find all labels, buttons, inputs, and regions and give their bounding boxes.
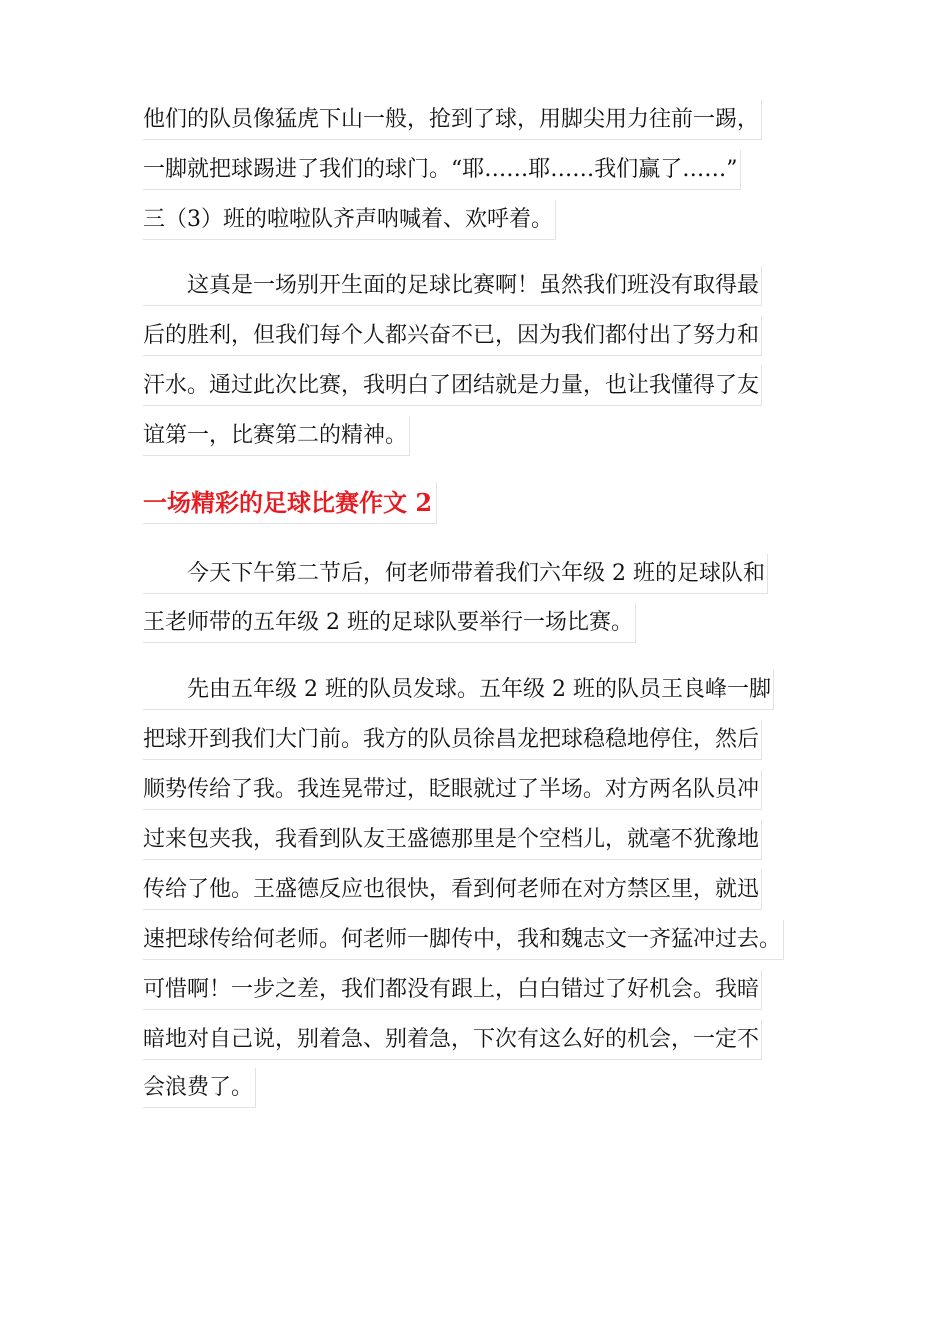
text-line: 会浪费了。 [143, 1068, 256, 1108]
text-line: 今天下午第二节后，何老师带着我们六年级 2 班的足球队和 [143, 554, 768, 594]
text-line: 一脚就把球踢进了我们的球门。“耶……耶……我们赢了……” [143, 150, 741, 190]
text-line: 汗水。通过此次比赛，我明白了团结就是力量，也让我懂得了友 [143, 366, 762, 406]
text-line: 先由五年级 2 班的队员发球。五年级 2 班的队员王良峰一脚 [143, 670, 774, 710]
text-line: 过来包夹我，我看到队友王盛德那里是个空档儿，就毫不犹豫地 [143, 820, 762, 860]
text-line: 谊第一，比赛第二的精神。 [143, 416, 410, 456]
text-line: 后的胜利，但我们每个人都兴奋不已，因为我们都付出了努力和 [143, 316, 762, 356]
text-line: 三（3）班的啦啦队齐声呐喊着、欢呼着。 [143, 200, 556, 240]
text-line: 传给了他。王盛德反应也很快，看到何老师在对方禁区里，就迅 [143, 870, 762, 910]
section-heading: 一场精彩的足球比赛作文 2 [143, 482, 437, 524]
text-line: 可惜啊！一步之差，我们都没有跟上，白白错过了好机会。我暗 [143, 970, 762, 1010]
text-line: 这真是一场别开生面的足球比赛啊！虽然我们班没有取得最 [143, 266, 762, 306]
text-line: 暗地对自己说，别着急、别着急，下次有这么好的机会，一定不 [143, 1020, 762, 1060]
text-line: 顺势传给了我。我连晃带过，眨眼就过了半场。对方两名队员冲 [143, 770, 762, 810]
text-line: 他们的队员像猛虎下山一般，抢到了球，用脚尖用力往前一踢， [143, 100, 762, 140]
text-line: 速把球传给何老师。何老师一脚传中，我和魏志文一齐猛冲过去。 [143, 920, 784, 960]
text-line: 王老师带的五年级 2 班的足球队要举行一场比赛。 [143, 603, 636, 643]
text-line: 把球开到我们大门前。我方的队员徐昌龙把球稳稳地停住，然后 [143, 720, 762, 760]
